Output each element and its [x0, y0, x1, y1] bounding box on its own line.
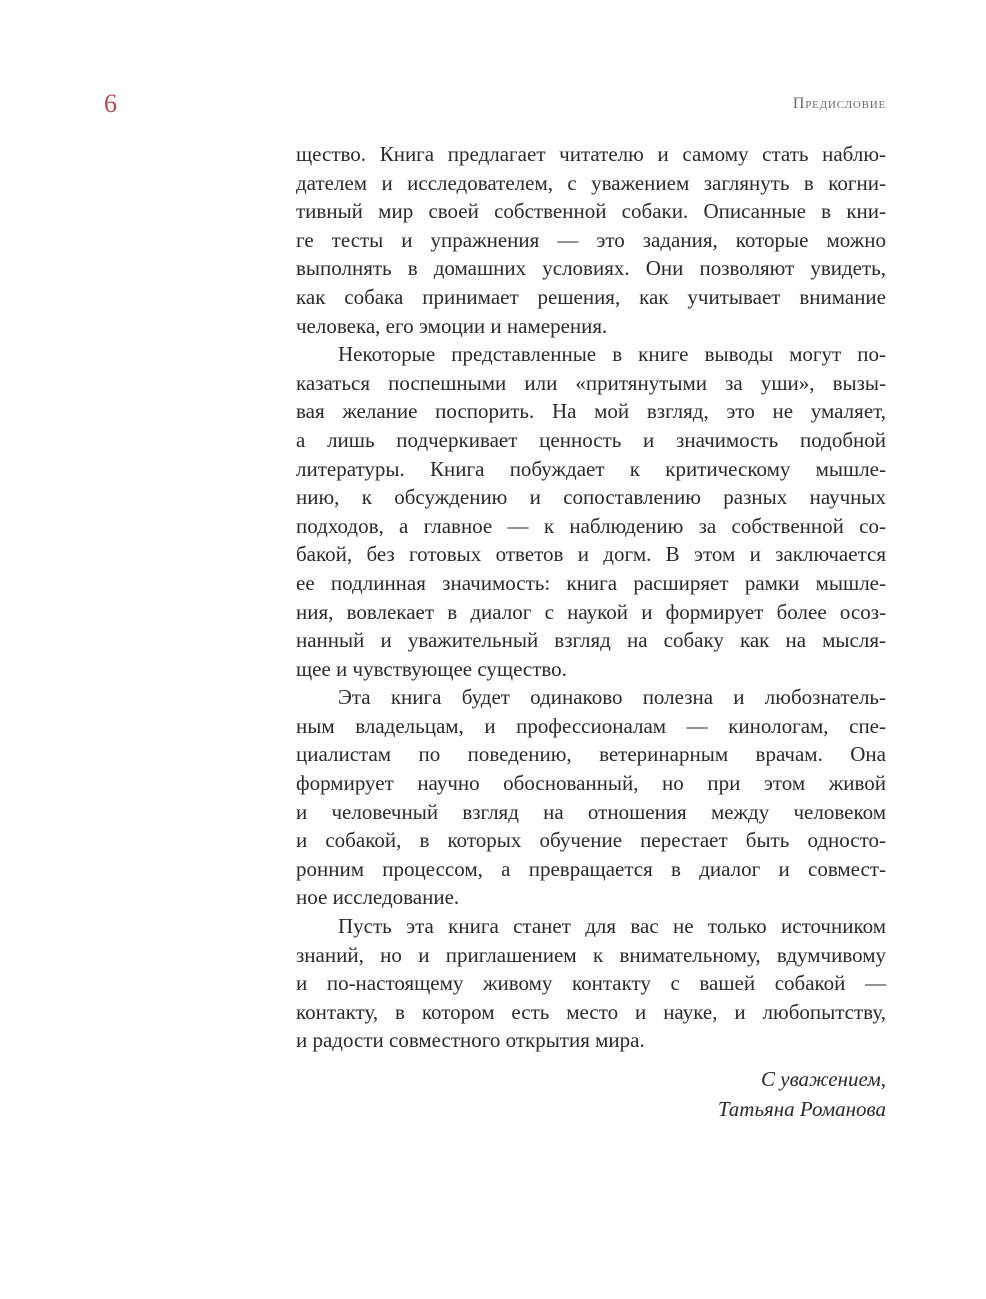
text-line: подходов, а главное — к наблюдению за собственной со-	[296, 513, 886, 538]
body-text	[296, 140, 886, 1055]
text-line: ее подлинная значимость: книга расширяет рамки мышле-	[296, 570, 886, 595]
text-line: знаний, но и приглашением к внимательному, вдумчивому	[296, 942, 886, 967]
text-line: человека, его эмоции и намерения.	[296, 313, 608, 338]
text-line: Пусть эта книга станет для вас не только источником	[338, 914, 886, 939]
text-line: и человечный взгляд на отношения между человеком	[296, 799, 886, 824]
text-line: тивный мир своей собственной собаки. Описанные в кни-	[296, 199, 886, 224]
signature-author: Татьяна Романова	[717, 1097, 886, 1121]
text-line: щество. Книга предлагает читателю и самому стать наблю-	[296, 142, 886, 166]
text-line: и собакой, в которых обучение перестает быть односто-	[296, 828, 886, 853]
text-line: бакой, без готовых ответов и догм. В этом и заключается	[296, 542, 886, 567]
text-line: щее и чувствующее существо.	[296, 656, 567, 681]
text-line: как собака принимает решения, как учитывает внимание	[296, 284, 886, 309]
signature	[718, 1064, 886, 1124]
text-line: Некоторые представленные в книге выводы могут по-	[338, 342, 886, 367]
text-line: литературы. Книга побуждает к критическому мышле-	[296, 456, 886, 481]
signature-greeting: С уважением,	[761, 1067, 886, 1091]
text-line: нанный и уважительный взгляд на собаку как на мысля-	[296, 628, 886, 653]
text-line: нию, к обсуждению и сопоставлению разных научных	[296, 485, 886, 510]
text-line: ге тесты и упражнения — это задания, которые можно	[296, 227, 886, 252]
text-line: формирует научно обоснованный, но при этом живой	[296, 771, 886, 796]
text-line: Эта книга будет одинаково полезна и любознатель-	[338, 685, 886, 710]
page-number: 6	[104, 89, 117, 118]
text-line: контакту, в котором есть место и науке, и любопытству,	[296, 999, 886, 1024]
text-line: дателем и исследователем, с уважением заглянуть в когни-	[296, 170, 886, 195]
text-line: вая желание поспорить. На мой взгляд, это не умаляет,	[296, 399, 886, 424]
running-head: Предисловие	[792, 95, 886, 112]
text-line: циалистам по поведению, ветеринарным врачам. Она	[296, 742, 886, 767]
text-line: и по-настоящему живому контакту с вашей собакой —	[296, 971, 886, 996]
text-line: ным владельцам, и профессионалам — кинологам, спе-	[296, 713, 886, 738]
text-line: ния, вовлекает в диалог с наукой и формирует более осоз-	[296, 599, 886, 624]
text-line: ронним процессом, а превращается в диалог и совмест-	[296, 856, 886, 881]
text-line: выполнять в домашних условиях. Они позволяют увидеть,	[296, 256, 886, 281]
text-line: и радости совместного открытия мира.	[296, 1028, 645, 1053]
text-line: ное исследование.	[296, 885, 460, 910]
text-line: казаться поспешными или «притянутыми за уши», вызы-	[296, 370, 886, 395]
text-line: а лишь подчеркивает ценность и значимость подобной	[296, 427, 886, 452]
